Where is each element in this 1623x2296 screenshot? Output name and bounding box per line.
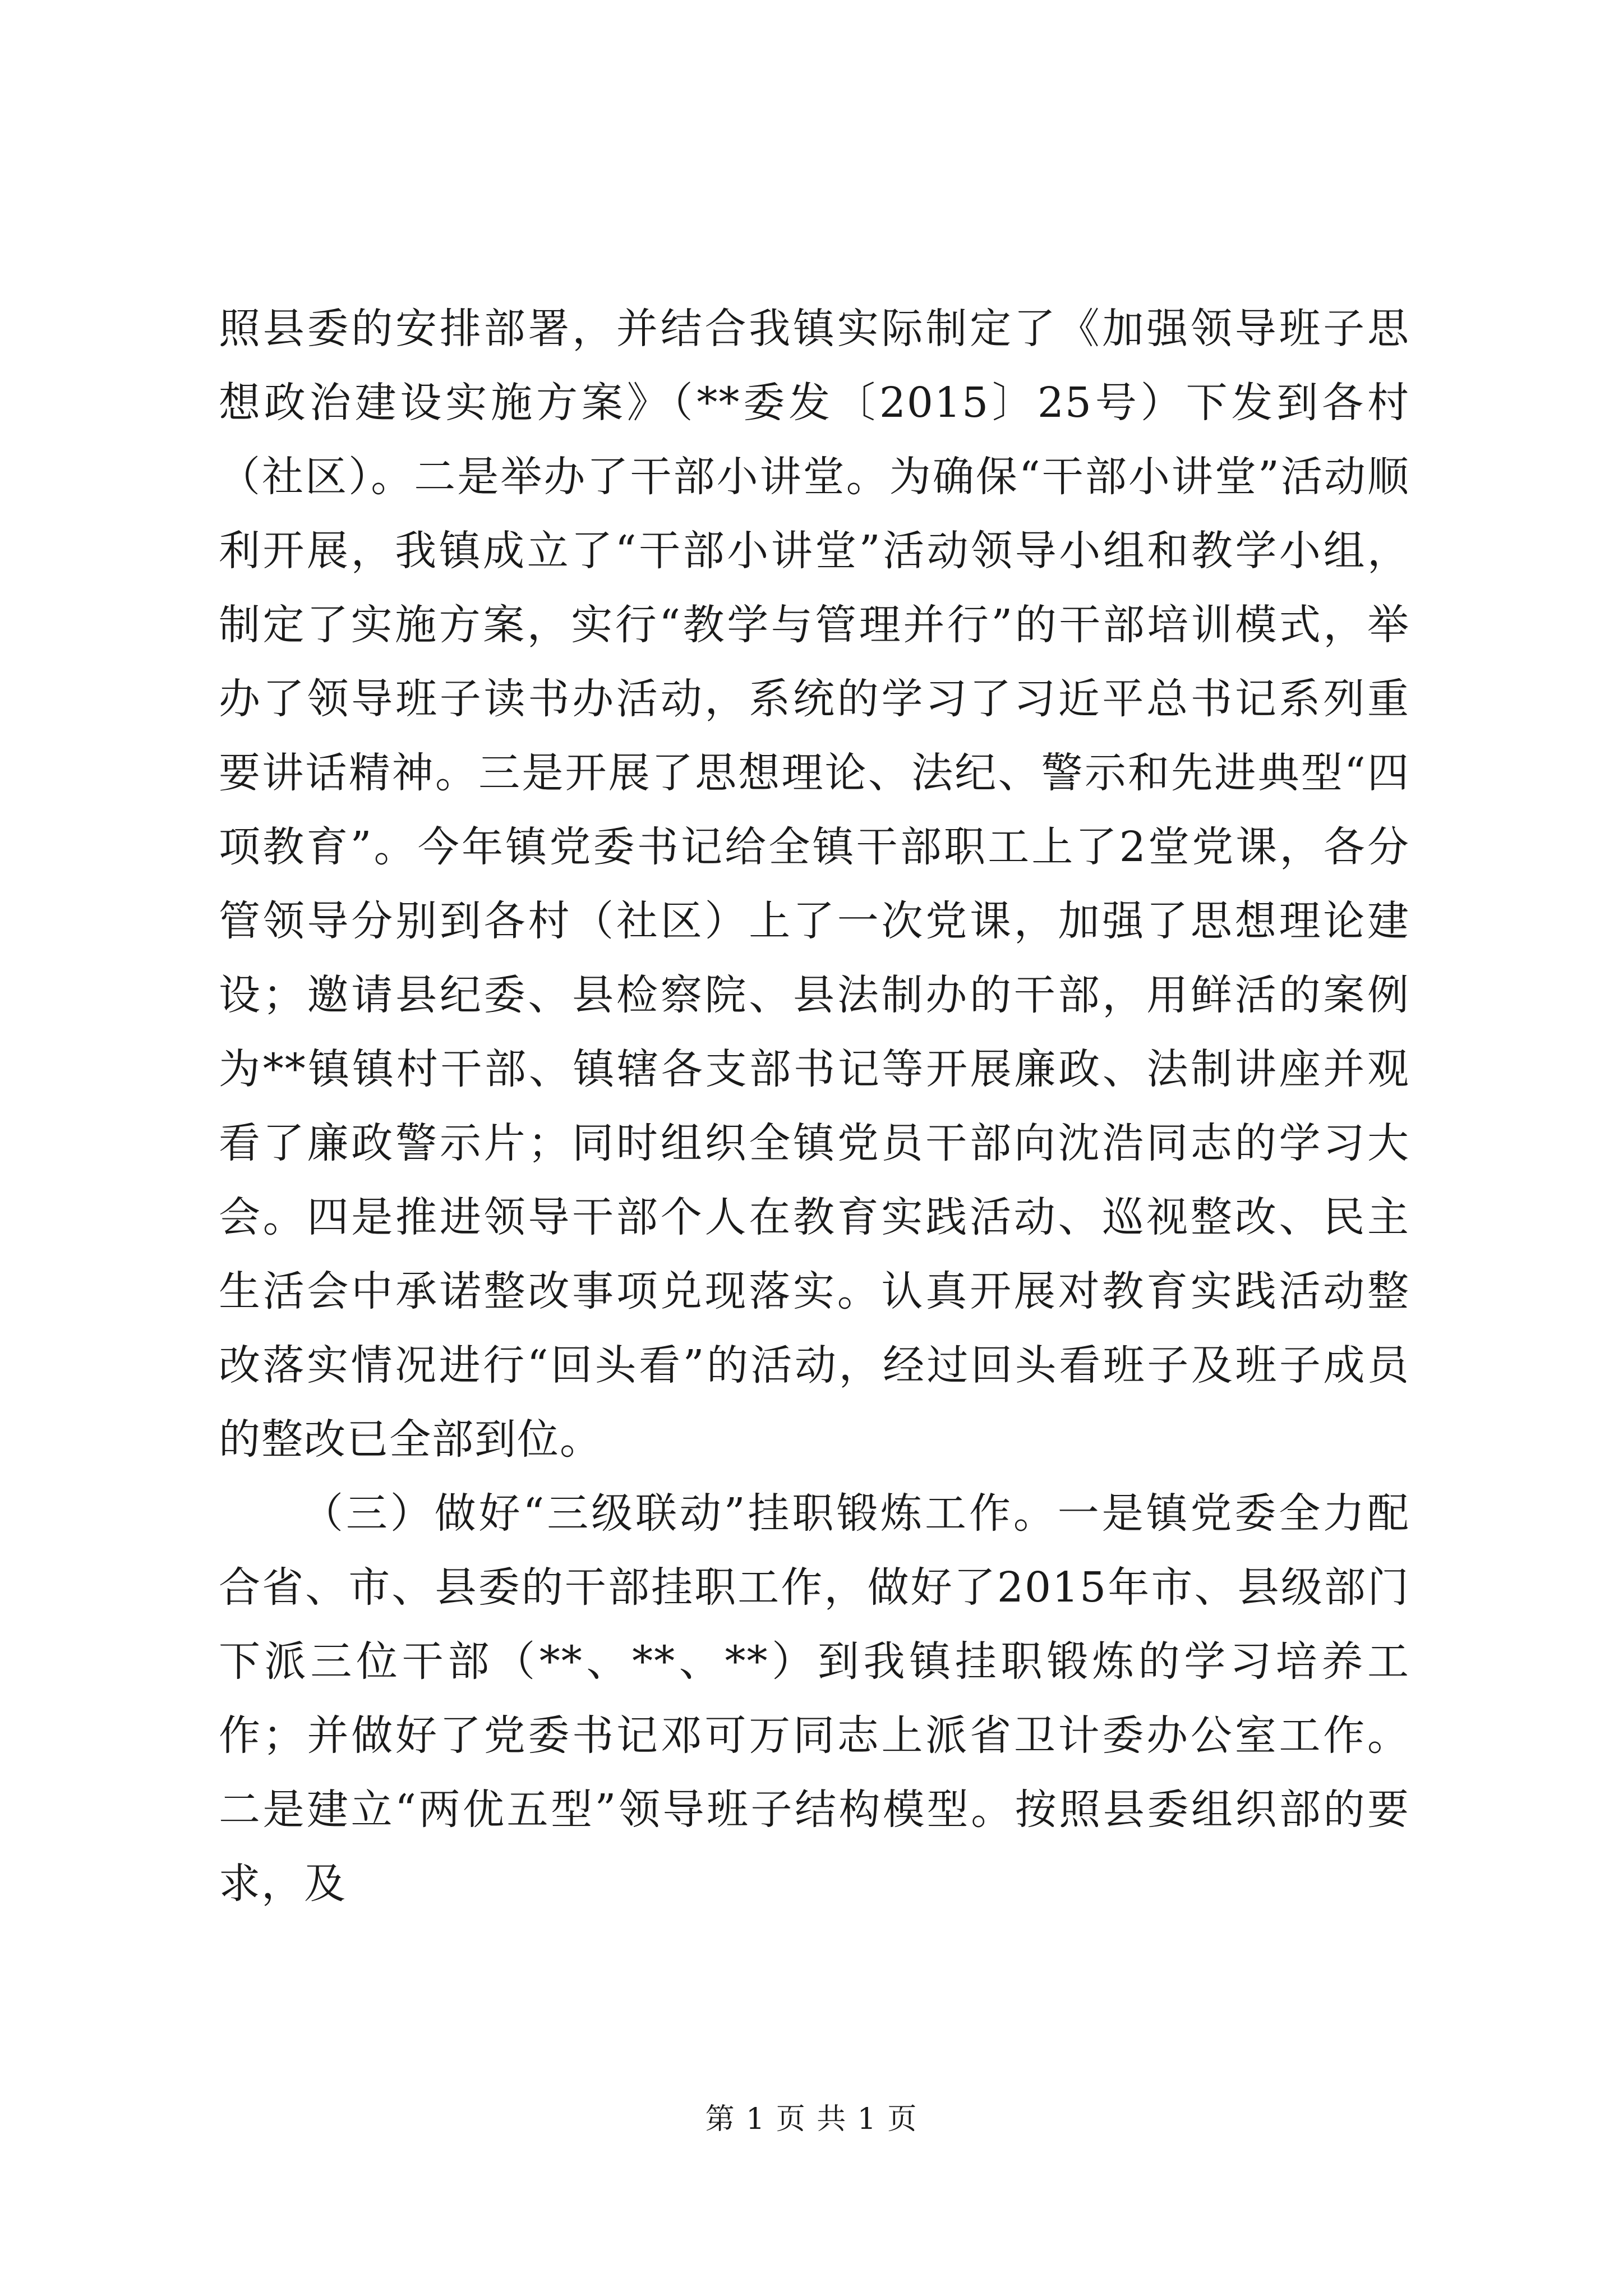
document-body [219,292,1410,1921]
paragraph-continued: 照县委的安排部署，并结合我镇实际制定了《加强领导班子思想政治建设实施方案》（**委发〔2015〕25号）下发到各村（社区）。二是举办了干部小讲堂。为确保“干部小讲堂”活动顺利开展，我镇成立了“干部小讲堂”活动领导小组和教学小组，制定了实施方案，实行“教学与管理并行”的干部培训模式，举办了领导班子读书办活动，系统的学习了习近平总书记系列重要讲话精神。三是开展了思想理论、法纪、警示和先进典型“四项教育”。今年镇党委书记给全镇干部职工上了2堂党课，各分管领导分别到各村（社区）上了一次党课，加强了思想理论建设；邀请县纪委、县检察院、县法制办的干部，用鲜活的案例为**镇镇村干部、镇辖各支部书记等开展廉政、法制讲座并观看了廉政警示片；同时组织全镇党员干部向沈浩同志的学习大会。四是推进领导干部个人在教育实践活动、巡视整改、民主生活会中承诺整改事项兑现落实。认真开展对教育实践活动整改落实情况进行“回头看”的活动，经过回头看班子及班子成员的整改已全部到位。 [219,305,1410,1464]
page-footer: 第 1 页 共 1 页 [705,2102,918,2136]
paragraph-section-three: （三）做好“三级联动”挂职锻炼工作。一是镇党委全力配合省、市、县委的干部挂职工作，做好了2015年市、县级部门下派三位干部（**、**、**）到我镇挂职锻炼的学习培养工作；并做好了党委书记邓可万同志上派省卫计委办公室工作。二是建立“两优五型”领导班子结构模型。按照县委组织部的要求，及 [219,1489,1410,1908]
